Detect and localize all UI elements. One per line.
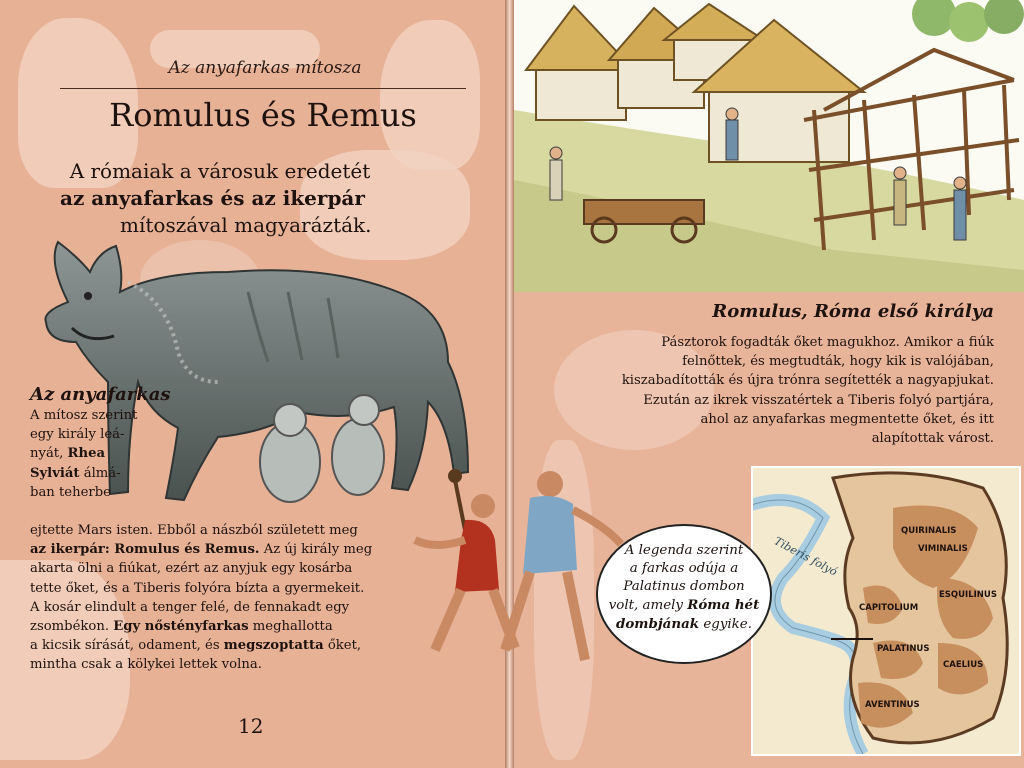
- bubble-line: A legenda szerint: [624, 543, 744, 558]
- series-title: Az anyafarkas mítosza: [168, 58, 362, 78]
- text-line: egy király leá-: [30, 427, 125, 443]
- intro-line: mítoszával magyarázták.: [120, 213, 372, 237]
- title-rule: [60, 88, 466, 89]
- myth-text-wide: [30, 521, 410, 675]
- subtitle-wolf: Az anyafarkas: [30, 384, 171, 405]
- legend-speech-bubble: [596, 524, 772, 664]
- map-hill-label: PALATINUS: [877, 644, 930, 654]
- text-line: felnőttek, és megtudták, hogy kik is valójában,: [682, 354, 994, 370]
- bubble-line: [608, 615, 760, 634]
- text-line: tette őket, és a Tiberis folyóra bízta a gyermekeit.: [30, 580, 365, 596]
- village-illustration: [514, 0, 1024, 292]
- intro-line-bold: az anyafarkas és az ikerpár: [60, 186, 365, 210]
- text-line: ahol az anyafarkas megmentette őket, és itt: [700, 411, 994, 427]
- page-number: 12: [238, 714, 264, 738]
- text-span: a kicsik sírását, odament, és: [30, 638, 220, 654]
- bubble-line: a farkas odúja a: [629, 561, 739, 576]
- intro-line: A rómaiak a városuk eredetét: [69, 159, 371, 183]
- text-span: Az új király meg: [263, 542, 373, 558]
- text-line: ban teherbe: [30, 484, 111, 500]
- subtitle-first-king: Romulus, Róma első királya: [712, 301, 994, 322]
- bubble-span: egyike.: [703, 617, 752, 632]
- text-line: [30, 464, 160, 483]
- seven-hills-map: [751, 466, 1021, 756]
- ghost-silhouette: [380, 20, 480, 170]
- text-span: zsombékon.: [30, 619, 110, 635]
- text-span: meghallotta: [252, 619, 333, 635]
- bubble-span: volt, amely: [608, 598, 683, 613]
- text-bold: megszoptatta: [223, 638, 324, 654]
- map-hill-label: QUIRINALIS: [901, 526, 957, 536]
- text-line: A mítosz szerint: [30, 408, 138, 423]
- text-line: Pásztorok fogadták őket magukhoz. Amikor a fiúk: [661, 335, 994, 350]
- text-span: nyát,: [30, 446, 64, 462]
- myth-text-narrow: [30, 406, 160, 502]
- map-hill-label: CAPITOLIUM: [859, 603, 919, 613]
- text-line: [30, 617, 410, 636]
- text-line: ejtette Mars isten. Ebből a nászból született meg: [30, 523, 358, 538]
- text-line: mintha csak a kölykei lettek volna.: [30, 657, 262, 673]
- map-pointer-icon: [831, 638, 873, 640]
- text-span: őket,: [327, 638, 362, 654]
- text-line: akarta ölni a fiúkat, ezért az anyjuk egy kosárba: [30, 561, 353, 577]
- bubble-bold: Róma hét: [687, 597, 760, 613]
- text-bold: Sylviát: [30, 465, 80, 481]
- text-line: alapítottak várost.: [871, 431, 994, 447]
- text-line: [30, 540, 410, 559]
- first-king-text: [594, 333, 994, 448]
- text-bold: Egy nőstényfarkas: [113, 619, 249, 635]
- map-hill-label: AVENTINUS: [865, 700, 920, 710]
- map-river-label: Tiberis folyó: [772, 534, 840, 579]
- page-title: Romulus és Remus: [109, 96, 417, 134]
- map-hill-label: ESQUILINUS: [939, 590, 997, 600]
- map-hill-label: VIMINALIS: [918, 544, 968, 554]
- text-line: [30, 636, 410, 655]
- bubble-bold: dombjának: [616, 616, 700, 632]
- map-hill-label: CAELIUS: [943, 660, 984, 670]
- bubble-line: Palatinus dombon: [623, 579, 745, 594]
- text-line: kiszabadították és újra trónra segítették a nagyapjukat.: [621, 373, 994, 389]
- text-bold: az ikerpár: Romulus és Remus.: [30, 542, 260, 558]
- text-line: Ezután az ikrek visszatértek a Tiberis folyó partjára,: [643, 392, 994, 408]
- text-span: álmá-: [83, 465, 121, 481]
- text-bold: Rhea: [67, 446, 105, 462]
- bubble-line: [608, 596, 760, 615]
- text-line: A kosár elindult a tenger felé, de fennakadt egy: [30, 599, 350, 615]
- intro-text: [40, 158, 460, 239]
- text-line: [30, 444, 160, 463]
